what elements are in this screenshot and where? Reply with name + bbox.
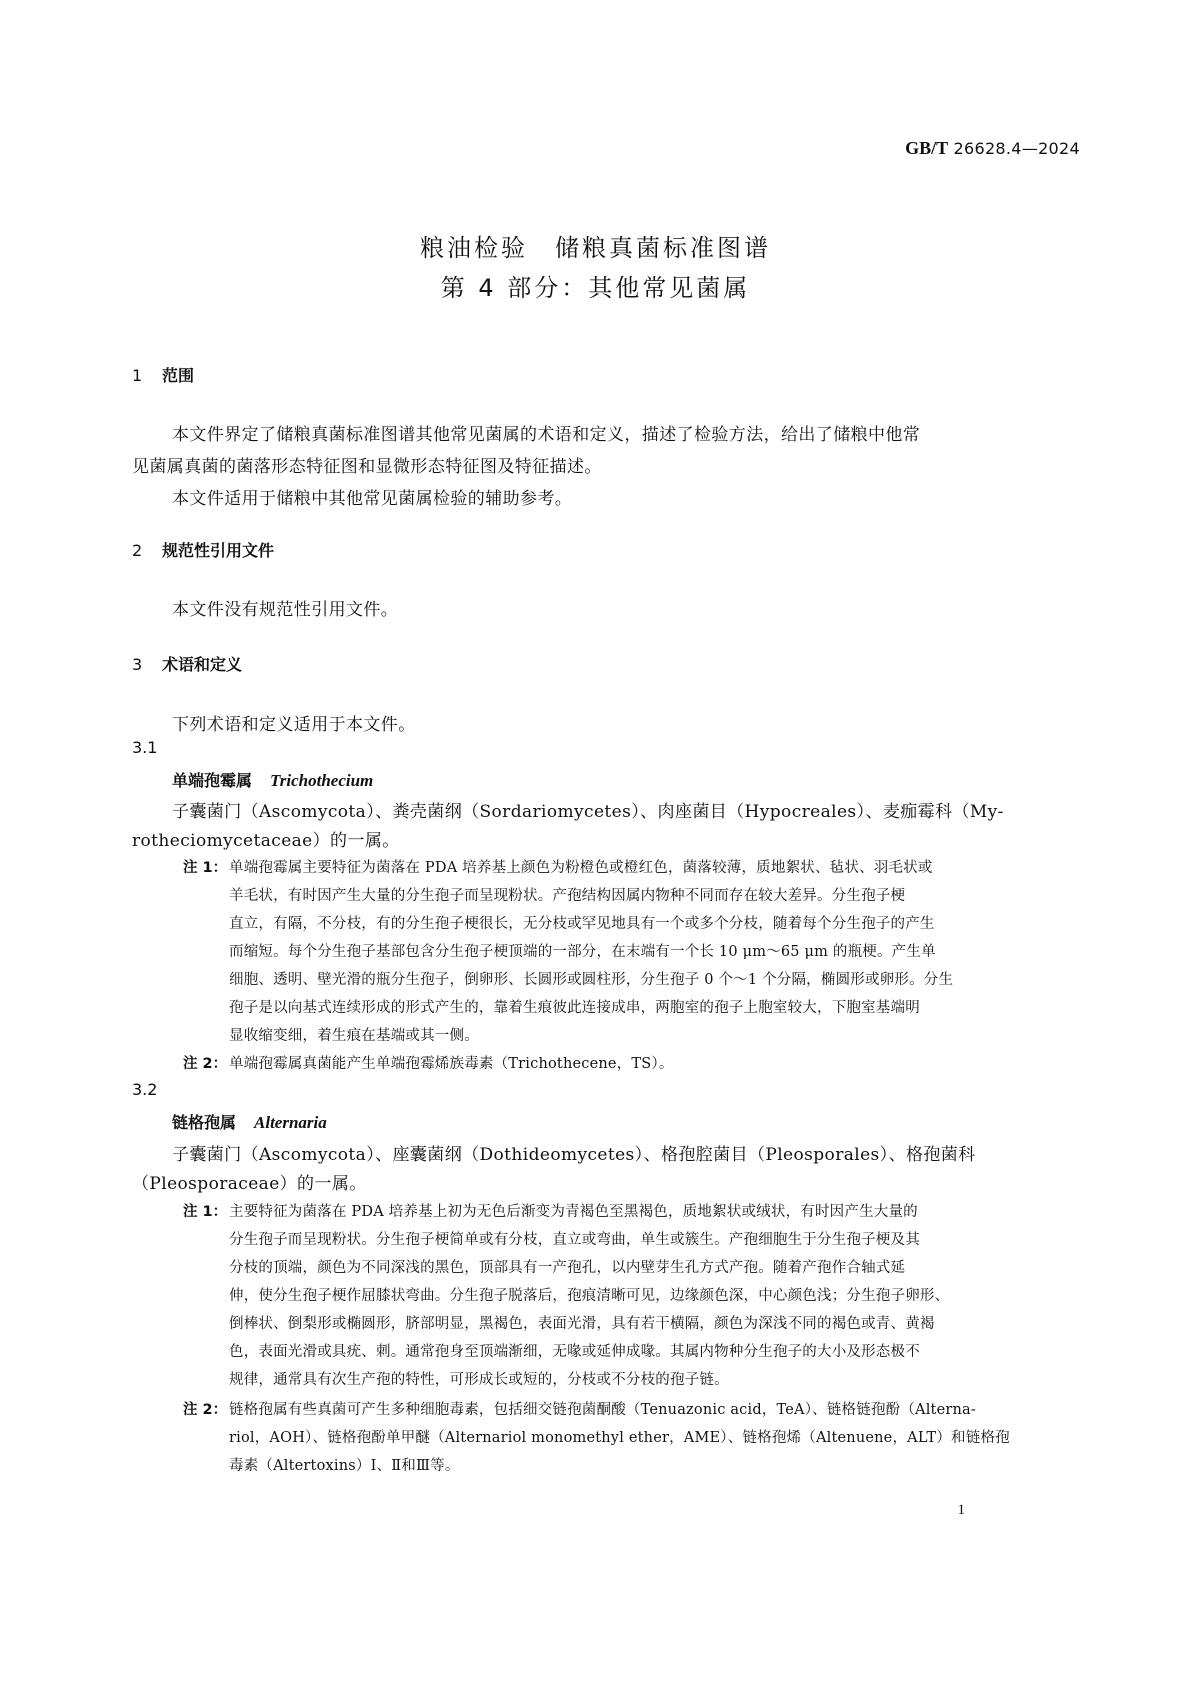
standard-number (905, 138, 1080, 159)
note-line: 毒素（Altertoxins）Ⅰ、Ⅱ和Ⅲ等。 (229, 1458, 460, 1474)
note-line: 直立，有隔，不分枝，有的分生孢子梗很长，无分枝或罕见地具有一个或多个分枝，随着每个分生孢子的产生 (229, 916, 935, 932)
paragraph-line: 本文件界定了储粮真菌标准图谱其他常见菌属的术语和定义，描述了检验方法，给出了储粮中他常 (172, 425, 921, 445)
section-heading-scope (132, 363, 194, 386)
term-heading (172, 768, 373, 791)
note-line: riol，AOH）、链格孢酚单甲醚（Alternariol monomethyl ether，AME）、链格孢烯（Altenuene，ALT）和链格孢 (229, 1430, 1010, 1446)
definition-line: （Pleosporaceae）的一属。 (132, 1174, 367, 1194)
standard-prefix: GB/T (905, 138, 949, 158)
term-name-cn: 链格孢属 (172, 1113, 237, 1132)
note-label: 注 1： (183, 1204, 228, 1220)
section-heading-normative-references (132, 538, 274, 561)
section-number: 3 (132, 655, 143, 674)
paragraph-line: 下列术语和定义适用于本文件。 (172, 715, 416, 735)
note-line: 伸，使分生孢子梗作屈膝状弯曲。分生孢子脱落后，孢痕清晰可见，边缘颜色深，中心颜色浅；分生孢子卵形、 (229, 1288, 950, 1304)
section-number: 2 (132, 541, 143, 560)
document-title-line1: 粮油检验 储粮真菌标准图谱 (420, 234, 771, 262)
page-number: 1 (957, 1502, 965, 1518)
note-line: 单端孢霉属真菌能产生单端孢霉烯族毒素（Trichothecene，TS）。 (229, 1056, 674, 1072)
definition-line: 子囊菌门（Ascomycota）、粪壳菌纲（Sordariomycetes）、肉座菌目（Hypocreales）、麦痂霉科（My- (172, 802, 1004, 822)
paragraph-line: 本文件没有规范性引用文件。 (172, 600, 399, 620)
term-name-latin: Alternaria (254, 1113, 327, 1132)
note-line: 孢子是以向基式连续形成的形式产生的，靠着生痕彼此连接成串，两胞室的孢子上胞室较大，下胞室基端明 (229, 1000, 920, 1016)
term-heading (172, 1110, 327, 1133)
note-label: 注 2： (183, 1402, 228, 1418)
note-line: 分生孢子而呈现粉状。分生孢子梗简单或有分枝，直立或弯曲，单生或簇生。产孢细胞生于分生孢子梗及其 (229, 1232, 920, 1248)
section-heading-terms (132, 652, 242, 675)
note-label: 注 1： (183, 860, 228, 876)
term-number: 3.2 (132, 1080, 158, 1099)
note-line: 细胞、透明、壁光滑的瓶分生孢子，倒卵形、长圆形或圆柱形，分生孢子 0 个～1 个分隔，椭圆形或卵形。分生 (229, 972, 954, 988)
section-title: 范围 (162, 366, 195, 385)
note-line: 分枝的顶端，颜色为不同深浅的黑色，顶部具有一产孢孔，以内壁芽生孔方式产孢。随着产孢作合轴式延 (229, 1260, 906, 1276)
section-number: 1 (132, 366, 143, 385)
note-label: 注 2： (183, 1056, 228, 1072)
document-title-line2: 第 4 部分：其他常见菌属 (440, 274, 751, 302)
note-line: 链格孢属有些真菌可产生多种细胞毒素，包括细交链孢菌酮酸（Tenuazonic acid，TeA）、链格链孢酚（Alterna- (229, 1402, 976, 1418)
term-name-latin: Trichothecium (270, 771, 374, 790)
section-title: 术语和定义 (162, 655, 243, 674)
note-line: 规律，通常具有次生产孢的特性，可形成长或短的，分枝或不分枝的孢子链。 (229, 1372, 729, 1388)
note-line: 主要特征为菌落在 PDA 培养基上初为无色后渐变为青褐色至黑褐色，质地絮状或绒状，有时因产生大量的 (229, 1204, 918, 1220)
note-line: 而缩短。每个分生孢子基部包含分生孢子梗顶端的一部分，在末端有一个长 10 μm～65 μm 的瓶梗。产生单 (229, 944, 936, 960)
definition-line: rotheciomycetaceae）的一属。 (132, 831, 400, 851)
note-line: 倒棒状、倒梨形或椭圆形，脐部明显，黑褐色，表面光滑，具有若干横隔，颜色为深浅不同的褐色或青、黄褐 (229, 1316, 935, 1332)
term-name-cn: 单端孢霉属 (172, 771, 253, 790)
paragraph-line: 本文件适用于储粮中其他常见菌属检验的辅助参考。 (172, 489, 573, 509)
section-title: 规范性引用文件 (162, 541, 275, 560)
standard-code: 26628.4—2024 (953, 139, 1080, 158)
paragraph-line: 见菌属真菌的菌落形态特征图和显微形态特征图及特征描述。 (132, 457, 602, 477)
definition-line: 子囊菌门（Ascomycota）、座囊菌纲（Dothideomycetes）、格孢腔菌目（Pleosporales）、格孢菌科 (172, 1145, 976, 1165)
note-line: 单端孢霉属主要特征为菌落在 PDA 培养基上颜色为粉橙色或橙红色，菌落较薄，质地絮状、毡状、羽毛状或 (229, 860, 933, 876)
note-line: 色，表面光滑或具疣、刺。通常孢身至顶端渐细，无喙或延伸成喙。其属内物种分生孢子的大小及形态极不 (229, 1344, 920, 1360)
term-number: 3.1 (132, 738, 158, 757)
note-line: 显收缩变细，着生痕在基端或其一侧。 (229, 1028, 479, 1044)
note-line: 羊毛状，有时因产生大量的分生孢子而呈现粉状。产孢结构因属内物种不同而存在较大差异。分生孢子梗 (229, 888, 906, 904)
